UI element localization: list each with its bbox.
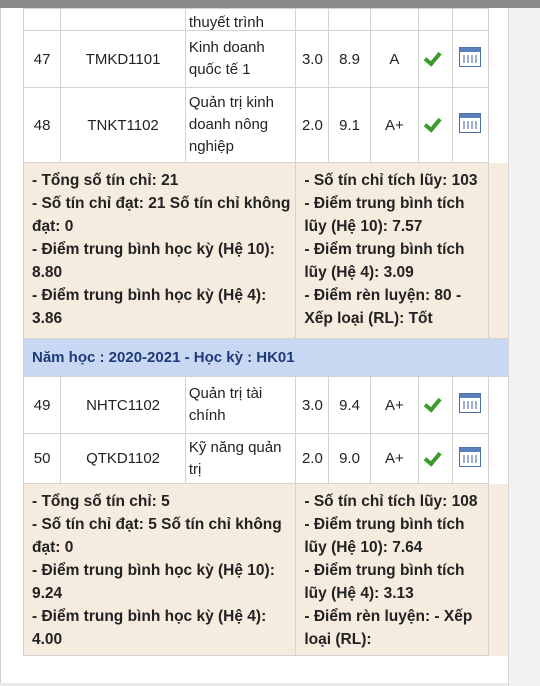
detail-cell[interactable] [452,31,488,88]
conduct-score-text: - Điểm rèn luyện: - Xếp loại (RL): [304,608,473,648]
semester-header-row [24,339,511,377]
stt-cell: 50 [24,434,61,484]
check-cell [419,31,453,88]
gpa10-text: - Điểm trung bình học kỳ (Hệ 10): 8.80 [32,241,275,281]
credit-cell: 2.0 [296,88,329,163]
summary-right [296,163,488,339]
summary-left [24,484,296,656]
semester-summary-row [24,163,511,339]
gpa4-text: - Điểm trung bình học kỳ (Hệ 4): 3.86 [32,287,267,327]
calendar-detail-icon[interactable] [459,447,481,467]
top-bar [0,0,540,8]
grade-cell: A+ [370,434,418,484]
grades-table [23,8,511,656]
summary-left [24,163,296,339]
credit-cell: 3.0 [296,31,329,88]
score-cell: 9.1 [329,88,370,163]
grade-cell: A+ [370,88,418,163]
conduct-score-text: - Điểm rèn luyện: 80 - Xếp loại (RL): Tốt [304,287,462,327]
credit-cell [296,9,329,31]
summary-right [296,484,488,656]
table-row [24,88,511,163]
code-cell [61,9,186,31]
course-code-cell: TMKD1101 [61,31,186,88]
score-cell [329,9,370,31]
grade-cell [370,9,418,31]
course-name-cell: Kinh doanh quốc tế 1 [185,31,296,88]
stt-cell: 47 [24,31,61,88]
right-margin [508,8,540,686]
table-row [24,31,511,88]
grade-cell: A+ [370,377,418,434]
semester-summary-row [24,484,511,656]
credit-cell: 2.0 [296,434,329,484]
course-code-cell: TNKT1102 [61,88,186,163]
check-icon [426,116,446,130]
course-name-cell: Kỹ năng quản trị [185,434,296,484]
table-row [24,434,511,484]
stt-cell [24,9,61,31]
accumulated-gpa4-text: - Điểm trung bình tích lũy (Hệ 4): 3.13 [304,562,465,602]
check-cell [419,88,453,163]
gpa10-text: - Điểm trung bình học kỳ (Hệ 10): 9.24 [32,562,275,602]
semester-header: Năm học : 2020-2021 - Học kỳ : HK01 [24,339,511,377]
accumulated-credits-text: - Số tín chỉ tích lũy: 103 [304,172,478,189]
check-cell [419,377,453,434]
check-icon [426,50,446,64]
score-cell: 9.0 [329,434,370,484]
total-credits-text: - Tổng số tín chỉ: 5 [32,493,170,510]
calendar-detail-icon[interactable] [459,47,481,67]
accumulated-gpa10-text: - Điểm trung bình tích lũy (Hệ 10): 7.64 [304,516,465,556]
check-cell [419,9,453,31]
course-name-cell: Quản trị kinh doanh nông nghiệp [185,88,296,163]
check-icon [426,450,446,464]
stt-cell: 49 [24,377,61,434]
accumulated-gpa4-text: - Điểm trung bình tích lũy (Hệ 4): 3.09 [304,241,465,281]
table-row-partial [24,9,511,31]
course-name-cell [185,9,296,31]
stt-cell: 48 [24,88,61,163]
passed-credits-text: - Số tín chỉ đạt: 21 Số tín chỉ không đạt: 0 [32,195,291,235]
total-credits-text: - Tổng số tín chỉ: 21 [32,172,179,189]
table-row [24,377,511,434]
course-code-cell: NHTC1102 [61,377,186,434]
detail-cell [452,9,488,31]
grade-sheet [0,8,511,683]
course-name: thuyết trình [188,14,264,31]
grade-cell: A [370,31,418,88]
passed-credits-text: - Số tín chỉ đạt: 5 Số tín chỉ không đạt: 0 [32,516,282,556]
detail-cell[interactable] [452,434,488,484]
accumulated-gpa10-text: - Điểm trung bình tích lũy (Hệ 10): 7.57 [304,195,465,235]
detail-cell[interactable] [452,88,488,163]
course-code-cell: QTKD1102 [61,434,186,484]
score-cell: 9.4 [329,377,370,434]
calendar-detail-icon[interactable] [459,113,481,133]
accumulated-credits-text: - Số tín chỉ tích lũy: 108 [304,493,478,510]
calendar-detail-icon[interactable] [459,393,481,413]
score-cell: 8.9 [329,31,370,88]
check-icon [426,396,446,410]
check-cell [419,434,453,484]
course-name-cell: Quản trị tài chính [185,377,296,434]
detail-cell[interactable] [452,377,488,434]
gpa4-text: - Điểm trung bình học kỳ (Hệ 4): 4.00 [32,608,267,648]
credit-cell: 3.0 [296,377,329,434]
